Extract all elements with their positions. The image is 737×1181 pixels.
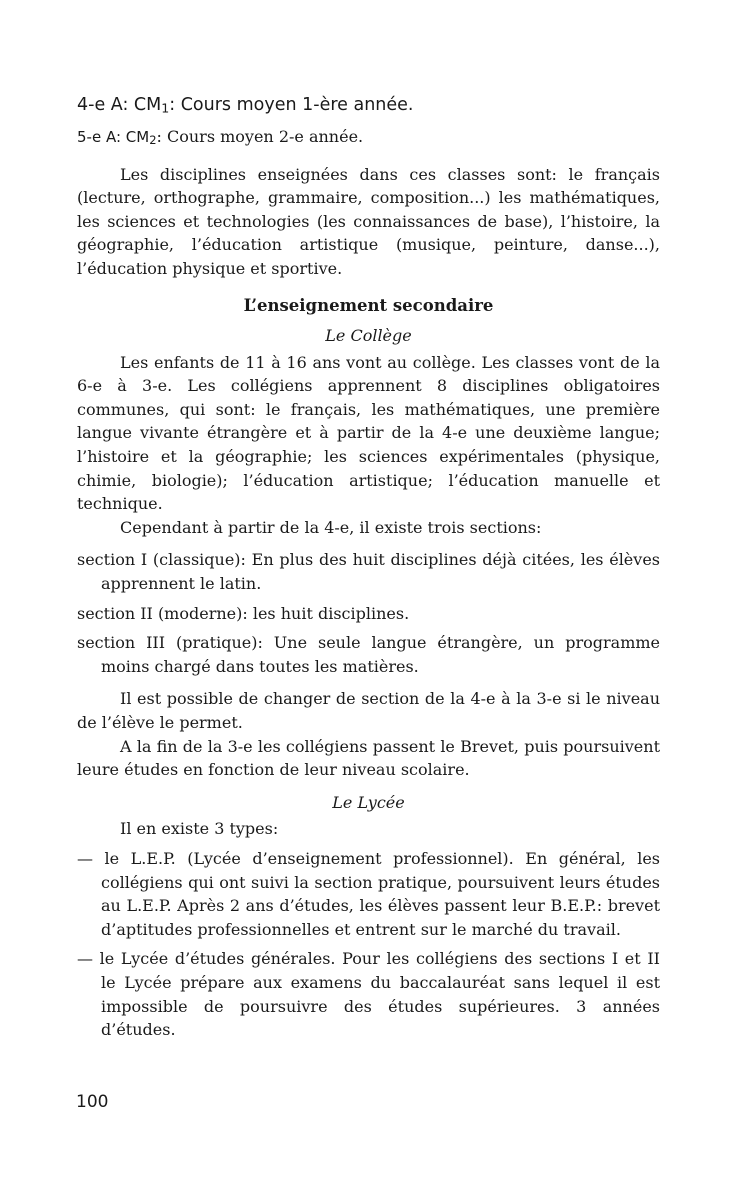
cm1-prefix: 4-e A: CM [77, 95, 162, 115]
cm1-subscript: 1 [161, 100, 170, 116]
lycee-intro: Il en existe 3 types: [120, 819, 279, 839]
cm2-subscript: 2 [149, 132, 157, 147]
section-item-1: section I (classique): En plus des huit disciplines déjà citées, les élèves apprennent le latin. [77, 550, 660, 594]
cm2-line [77, 125, 660, 153]
page-number: 100 [76, 1092, 109, 1112]
section-item-2: section II (moderne): les huit disciplines. [77, 603, 410, 623]
cm1-suffix: : Cours moyen 1-ère année. [169, 95, 414, 115]
brevet-paragraph: A la fin de la 3-e les collégiens passent le Brevet, puis poursuivent leure études en fonction de leur niveau scolaire. [77, 736, 660, 780]
subheading-college: Le Collège [325, 326, 412, 346]
lycee-type-1: — le L.E.P. (Lycée d’enseignement professionnel). En général, les collégiens qui ont suivi la section pratique, poursuivent leurs études au L.E.P. Après 2 ans d’études, les élèves passent leur B.E.P.: brevet d’aptitudes professionnelles et entrent sur le marché du travail. [77, 848, 660, 939]
college-paragraph: Les enfants de 11 à 16 ans vont au collège. Les classes vont de la 6-e à 3-e. Les collégiens apprennent 8 disciplines obligatoires communes, qui sont: le français, les mathématiques, une première langue vivante étrangère et à partir de la 4-e une deuxième langue; l’histoire et la géographie; les sciences expérimentales (physique, chimie, biologie); l’éducation artistique; l’éducation manuelle et technique. [77, 352, 660, 514]
section-item-3: section III (pratique): Une seule langue étrangère, un programme moins chargé dans toutes les matières. [77, 633, 660, 676]
disciplines-paragraph: Les disciplines enseignées dans ces classes sont: le français (lecture, orthographe, grammaire, composition...) les mathématiques, les sciences et technologies (les connaissances de base), l’histoire, la géographie, l’éducation artistique (musique, peinture, danse...), l’éducation physique et sportive. [77, 164, 660, 278]
cm1-line [77, 94, 660, 120]
cm2-prefix: 5-e A: CM [77, 127, 150, 146]
lycee-type-2: — le Lycée d’études générales. Pour les collégiens des sections I et II le Lycée prépare aux examens du baccalauréat sans lequel il est impossible de poursuivre des études supérieures. 3 années d’études. [77, 949, 660, 1040]
section-heading-secondaire: L’enseignement secondaire [243, 296, 494, 316]
cm2-suffix: : Cours moyen 2-e année. [156, 126, 364, 146]
change-section-paragraph: Il est possible de changer de section de la 4-e à la 3-e si le niveau de l’élève le permet. [77, 689, 660, 732]
sections-intro: Cependant à partir de la 4-e, il existe trois sections: [120, 517, 542, 537]
subheading-lycee: Le Lycée [332, 792, 405, 812]
page-body [77, 94, 660, 1042]
